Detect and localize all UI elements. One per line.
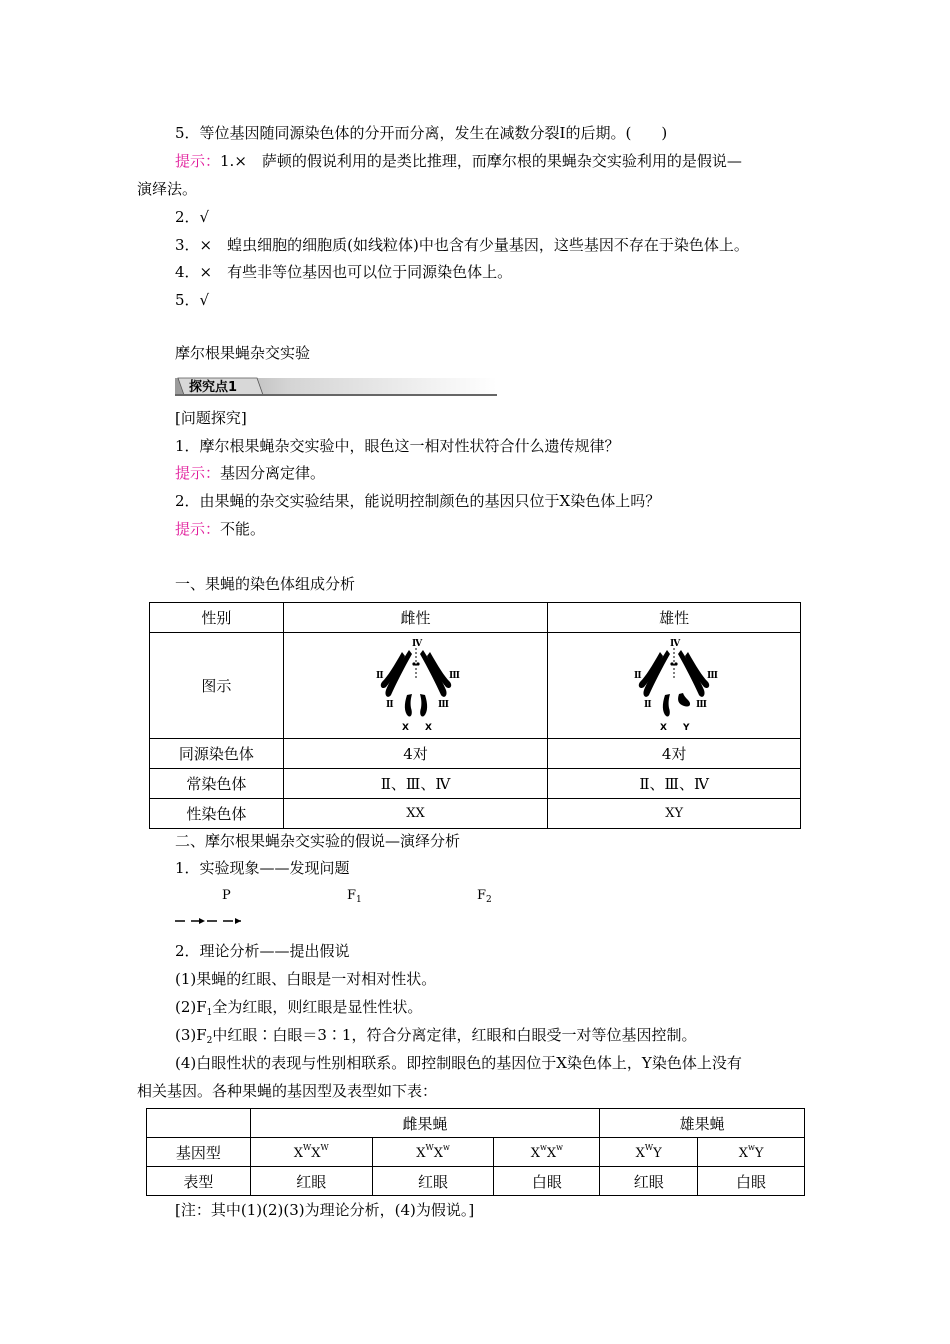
table1-title: 一、果蝇的染色体组成分析	[175, 575, 356, 593]
female-value: Ⅱ、Ⅲ、Ⅳ	[283, 769, 548, 799]
allele-base: X	[311, 1146, 321, 1161]
row-label: 常染色体	[150, 769, 284, 799]
roman-left: Ⅱ	[634, 670, 642, 681]
phenotype-cell: 白眼	[698, 1167, 805, 1196]
male-value: XY	[548, 799, 801, 829]
allele-base: X	[546, 1146, 557, 1161]
footnote: [注：其中(1)(2)(3)为理论分析，(4)为假说。]	[175, 1201, 475, 1219]
allele-sup: W	[425, 1143, 434, 1152]
badge-label: 探究点1	[189, 380, 238, 395]
answer-4: 4．× 有些非等位基因也可以位于同源染色体上。	[175, 263, 513, 281]
roman-left: Ⅱ	[375, 670, 384, 681]
phenotype-cell: 白眼	[494, 1167, 600, 1196]
allele-sup: W	[644, 1143, 654, 1152]
point-4-cont: 相关基因。各种果蝇的基因型及表型如下表：	[137, 1082, 438, 1100]
roman-left-low: Ⅱ	[385, 699, 394, 710]
genotype-cell	[372, 1138, 494, 1167]
point-4: (4)白眼性状的表现与性别相联系。即控制眼色的基因位于X染色体上，Y染色体上没有	[175, 1054, 742, 1072]
inquiry-answer-2	[175, 519, 265, 539]
table-header-row	[150, 603, 801, 633]
female-value: XX	[283, 799, 548, 829]
row-label: 同源染色体	[150, 739, 284, 769]
point-3-sub: 2	[206, 1036, 213, 1046]
female-chromosome-figure	[283, 633, 548, 739]
allele-sup: w	[556, 1143, 563, 1152]
hint-label: 提示：	[175, 520, 221, 538]
answer-1: 1.× 萨顿的假说利用的是类比推理，而摩尔根的果蝇杂交实验利用的是假说—	[220, 152, 742, 170]
inquiry-question-2: 2．由果蝇的杂交实验结果，能说明控制颜色的基因只位于X染色体上吗？	[175, 492, 661, 510]
allele-base: X	[293, 1146, 303, 1161]
f2-base: F	[477, 888, 487, 903]
phenotype-cell: 红眼	[250, 1167, 372, 1196]
genotype-cell	[600, 1138, 698, 1167]
header-male: 雄果蝇	[600, 1109, 805, 1138]
point-3-text: 中红眼∶白眼＝3∶1，符合分离定律，红眼和白眼受一对等位基因控制。	[212, 1026, 697, 1044]
corner-cell	[147, 1109, 251, 1138]
allele-base: X	[738, 1146, 748, 1161]
row-label: 性染色体	[150, 799, 284, 829]
male-karyotype-icon	[634, 636, 719, 733]
step-2: 2．理论分析——提出假说	[175, 942, 350, 960]
hint-label: 提示：	[175, 152, 221, 170]
allele-base: X	[635, 1146, 645, 1161]
hint-line-1	[175, 151, 742, 171]
point-2-sub: 1	[206, 1008, 213, 1018]
table-row	[150, 769, 801, 799]
inquiry-badge	[175, 377, 497, 397]
roman-left-low: Ⅱ	[644, 699, 652, 710]
allele-sup: w	[442, 1143, 450, 1152]
point-3	[175, 1025, 696, 1051]
header-male: 雄性	[548, 603, 801, 633]
roman-right: Ⅲ	[707, 670, 719, 681]
phenotype-cell: 红眼	[600, 1167, 698, 1196]
roman-top: Ⅳ	[670, 638, 681, 649]
phenotype-cell: 红眼	[372, 1167, 494, 1196]
roman-top: Ⅳ	[411, 638, 422, 649]
allele-base: X	[416, 1146, 426, 1161]
inquiry-question-1: 1．摩尔根果蝇杂交实验中，眼色这一相对性状符合什么遗传规律？	[175, 437, 620, 455]
f2-sub: 2	[486, 895, 492, 905]
sex-chrom-right: X	[424, 722, 432, 733]
answer-5: 5．√	[175, 291, 210, 309]
male-value: 4对	[548, 739, 801, 769]
sex-chrom-left: X	[660, 722, 668, 733]
header-female: 雌性	[283, 603, 548, 633]
figure-label: 图示	[150, 633, 284, 739]
allele-base: Y	[754, 1146, 764, 1161]
answer-2: 2．√	[175, 208, 210, 226]
allele-base: Y	[653, 1146, 662, 1161]
allele-base: X	[433, 1146, 443, 1161]
hint-label: 提示：	[175, 464, 221, 482]
roman-right-low: Ⅲ	[437, 699, 449, 710]
genotype-row	[147, 1138, 805, 1167]
allele-sup: w	[540, 1143, 547, 1152]
question-5: 5．等位基因随同源染色体的分开而分离，发生在减数分裂Ⅰ的后期。( )	[175, 124, 668, 142]
point-2	[175, 997, 422, 1023]
answer-text: 不能。	[220, 520, 266, 538]
point-2-prefix: (2)F	[175, 998, 207, 1016]
allele-sup: w	[747, 1143, 755, 1152]
female-karyotype-icon	[375, 636, 460, 733]
arrow-sequence-icon	[175, 916, 245, 926]
genotype-table	[146, 1108, 805, 1196]
roman-right-low: Ⅲ	[696, 699, 708, 710]
answer-3: 3．× 蝗虫细胞的细胞质(如线粒体)中也含有少量基因，这些基因不存在于染色体上。	[175, 236, 749, 254]
phenotype-row	[147, 1167, 805, 1196]
point-1: (1)果蝇的红眼、白眼是一对相对性状。	[175, 970, 437, 988]
figure-row	[150, 633, 801, 739]
step-1: 1．实验现象——发现问题	[175, 859, 350, 877]
sex-chrom-right: Y	[683, 722, 690, 733]
male-value: Ⅱ、Ⅲ、Ⅳ	[548, 769, 801, 799]
female-value: 4对	[283, 739, 548, 769]
section-title: 摩尔根果蝇杂交实验	[175, 344, 311, 362]
inquiry-answer-1	[175, 463, 325, 483]
point-3-prefix: (3)F	[175, 1026, 207, 1044]
table-row	[150, 799, 801, 829]
point-2-text: 全为红眼，则红眼是显性性状。	[212, 998, 423, 1016]
analysis-title: 二、摩尔根果蝇杂交实验的假说—演绎分析	[175, 832, 461, 850]
inquiry-heading: [问题探究]	[175, 409, 247, 427]
header-female: 雌果蝇	[250, 1109, 599, 1138]
genotype-cell	[250, 1138, 372, 1167]
row-label: 基因型	[147, 1138, 251, 1167]
roman-right: Ⅲ	[448, 670, 460, 681]
sex-chrom-left: X	[401, 722, 409, 733]
allele-sup: W	[320, 1143, 329, 1152]
row-label: 表型	[147, 1167, 251, 1196]
label-f1	[347, 886, 362, 910]
header-sex: 性别	[150, 603, 284, 633]
f1-sub: 1	[356, 895, 362, 905]
f1-base: F	[347, 888, 357, 903]
table-row	[150, 739, 801, 769]
label-p: P	[222, 888, 231, 903]
allele-base: X	[530, 1146, 540, 1161]
genotype-cell	[698, 1138, 805, 1167]
label-f2	[477, 886, 492, 910]
allele-sup: W	[302, 1143, 312, 1152]
answer-1-cont: 演绎法。	[137, 180, 198, 198]
table-header-row	[147, 1109, 805, 1138]
male-chromosome-figure	[548, 633, 801, 739]
genotype-cell	[494, 1138, 600, 1167]
answer-text: 基因分离定律。	[220, 464, 326, 482]
chromosome-table	[149, 602, 801, 829]
